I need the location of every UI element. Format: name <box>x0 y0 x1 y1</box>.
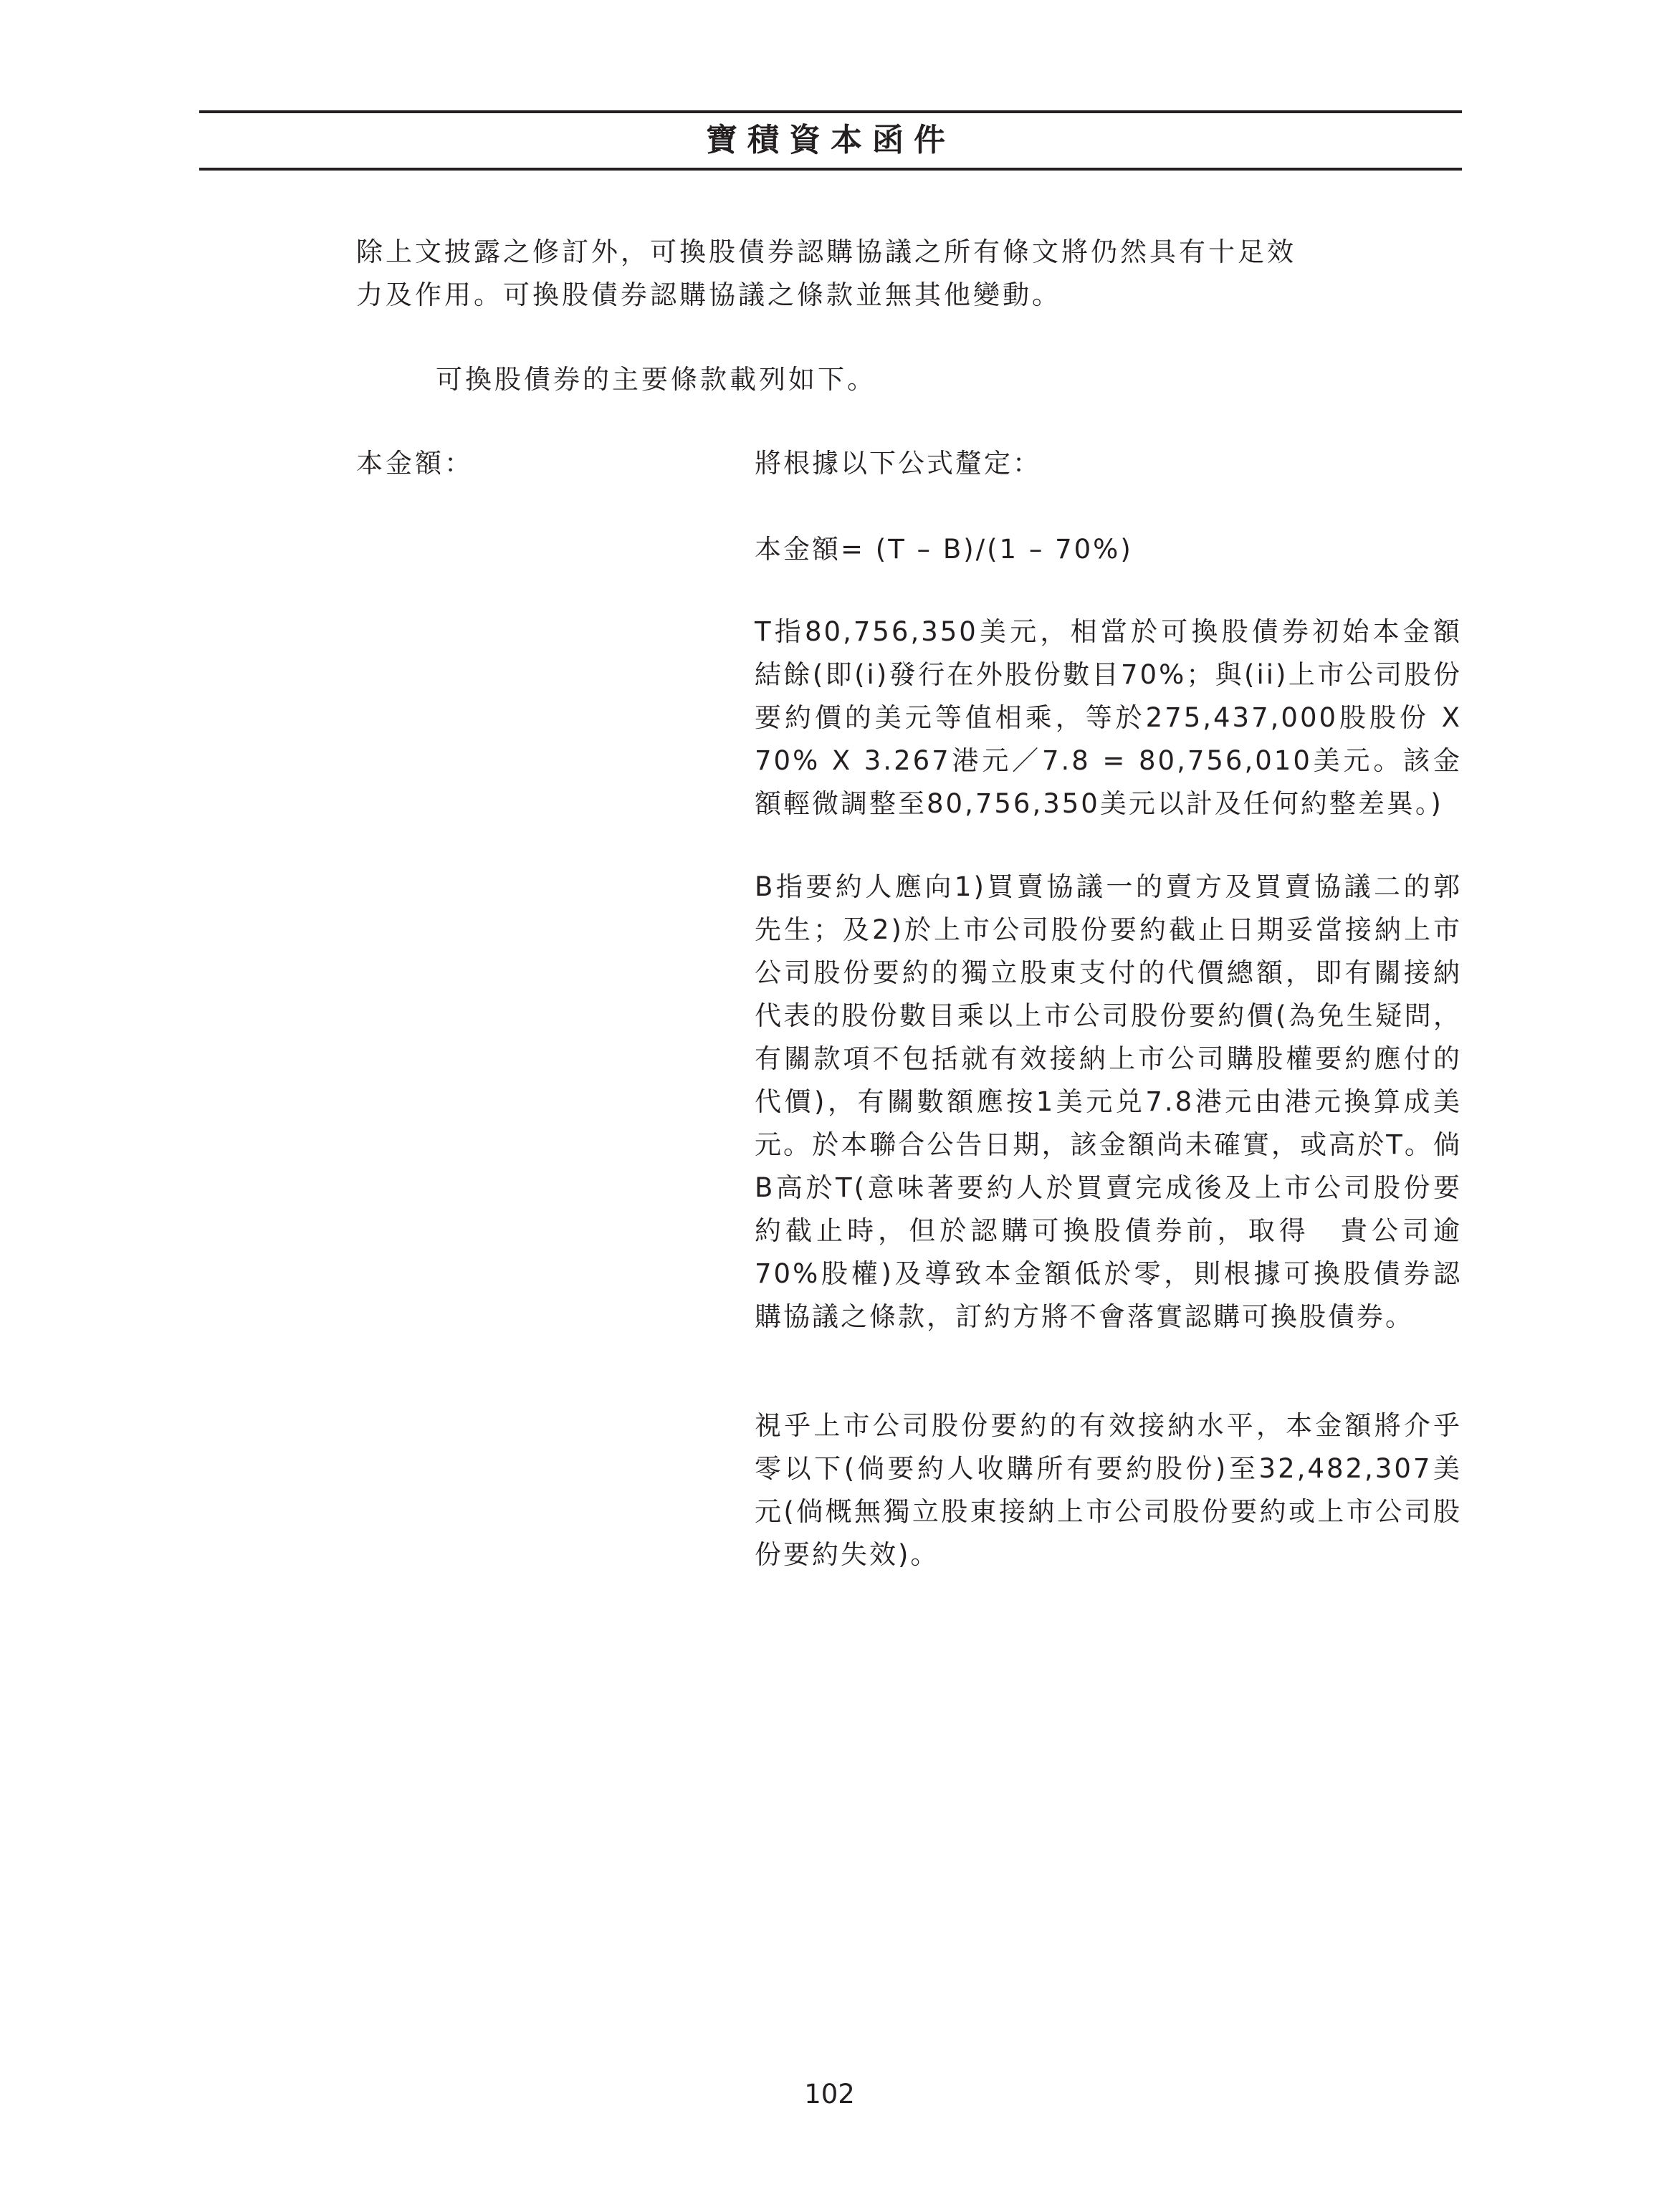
terms-lead-sentence: 可換股債券的主要條款載列如下。 <box>436 364 876 395</box>
header-bottom-rule <box>199 168 1462 171</box>
intro-paragraph-line-1: 除上文披露之修訂外，可換股債券認購協議之所有條文將仍然具有十足效 <box>356 236 1296 267</box>
intro-paragraph-line-2: 力及作用。可換股債券認購協議之條款並無其他變動。 <box>356 279 1061 310</box>
page-number: 102 <box>804 2079 855 2110</box>
principal-range-paragraph: 視乎上市公司股份要約的有效接納水平，本金額將介乎零以下(倘要約人收購所有要約股份)至32,482,307美元(倘概無獨立股東接納上市公司股份要約或上市公司股份要約失效)。 <box>755 1410 1462 1570</box>
header-top-rule <box>199 110 1462 113</box>
page-header-title: 寶積資本函件 <box>706 122 955 158</box>
principal-formula: 本金額= (T – B)/(1 – 70%) <box>755 534 1133 565</box>
principal-amount-label: 本金額： <box>356 448 474 479</box>
b-definition-paragraph: B指要約人應向1)買賣協議一的賣方及買賣協議二的郭先生；及2)於上市公司股份要約截止日期妥當接納上市公司股份要約的獨立股東支付的代價總額，即有關接納代表的股份數目乘以上市公司股份要約價(為免生疑問，有關款項不包括就有效接納上市公司購股權要約應付的代價)，有關數額應按1美元兑7.8港元由港元換算成美元。於本聯合公告日期，該金額尚未確實，或高於T。倘B高於T(意味著要約人於買賣完成後及上市公司股份要約截止時，但於認購可換股債券前，取得 貴公司逾70%股權)及導致本金額低於零，則根據可換股債券認購協議之條款，訂約方將不會落實認購可換股債券。 <box>755 871 1462 1332</box>
principal-formula-intro: 將根據以下公式釐定： <box>755 448 1041 479</box>
t-definition-paragraph: T指80,756,350美元，相當於可換股債券初始本金額結餘(即(i)發行在外股份數目70%；與(ii)上市公司股份要約價的美元等值相乘，等於275,437,000股股份 X 70% X 3.267港元／7.8 = 80,756,010美元。該金額輕微調整至80,756,350美元以計及任何約整差異。) <box>755 616 1462 819</box>
